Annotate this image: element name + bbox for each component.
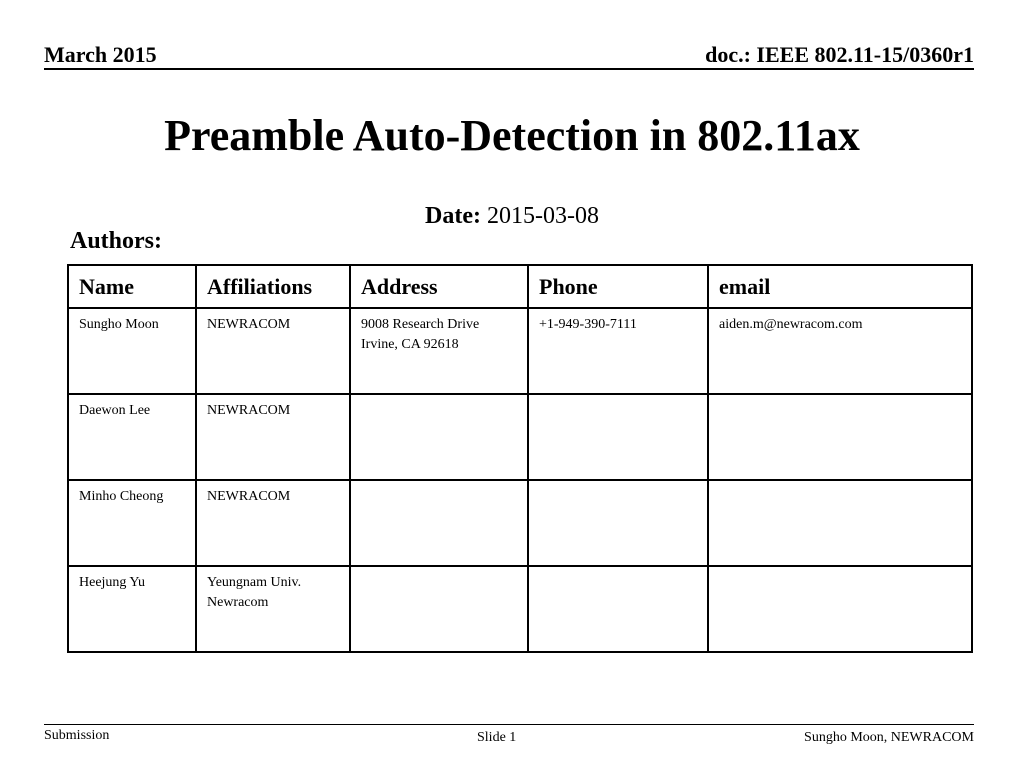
footer-presenter: Sungho Moon, NEWRACOM	[804, 730, 974, 745]
slide-title: Preamble Auto-Detection in 802.11ax	[164, 111, 860, 160]
author-name: Daewon Lee	[68, 394, 196, 480]
table-row	[68, 308, 972, 394]
author-phone	[528, 566, 708, 652]
author-email	[708, 566, 972, 652]
author-email: aiden.m@newracom.com	[708, 308, 972, 394]
header-doc-id: doc.: IEEE 802.11-15/0360r1	[705, 42, 974, 67]
column-header-phone: Phone	[528, 265, 708, 308]
column-header-affiliations: Affiliations	[196, 265, 350, 308]
date-label: Date:	[425, 203, 481, 229]
author-name: Sungho Moon	[68, 308, 196, 394]
author-phone	[528, 480, 708, 566]
footer-slide-number: Slide 1	[477, 730, 517, 745]
footer-submission: Submission	[44, 728, 110, 743]
table-row	[68, 480, 972, 566]
authors-table	[67, 264, 973, 653]
author-affiliation: NEWRACOM	[196, 308, 350, 394]
author-affiliation: NEWRACOM	[196, 394, 350, 480]
author-address	[350, 394, 528, 480]
column-header-address: Address	[350, 265, 528, 308]
author-address	[350, 480, 528, 566]
authors-heading: Authors:	[70, 228, 163, 254]
footer-divider	[44, 724, 974, 725]
table-header-row	[68, 265, 972, 308]
author-address: 9008 Research Drive Irvine, CA 92618	[350, 308, 528, 394]
author-phone: +1-949-390-7111	[528, 308, 708, 394]
column-header-name: Name	[68, 265, 196, 308]
author-affiliation: Yeungnam Univ. Newracom	[196, 566, 350, 652]
author-affiliation: NEWRACOM	[196, 480, 350, 566]
date-value: 2015-03-08	[486, 203, 599, 229]
author-email	[708, 394, 972, 480]
header-divider	[44, 68, 974, 70]
author-email	[708, 480, 972, 566]
author-name: Heejung Yu	[68, 566, 196, 652]
table-row	[68, 566, 972, 652]
table-row	[68, 394, 972, 480]
author-name: Minho Cheong	[68, 480, 196, 566]
column-header-email: email	[708, 265, 972, 308]
author-address	[350, 566, 528, 652]
date-line	[0, 203, 1024, 230]
author-phone	[528, 394, 708, 480]
header-date: March 2015	[44, 42, 157, 67]
